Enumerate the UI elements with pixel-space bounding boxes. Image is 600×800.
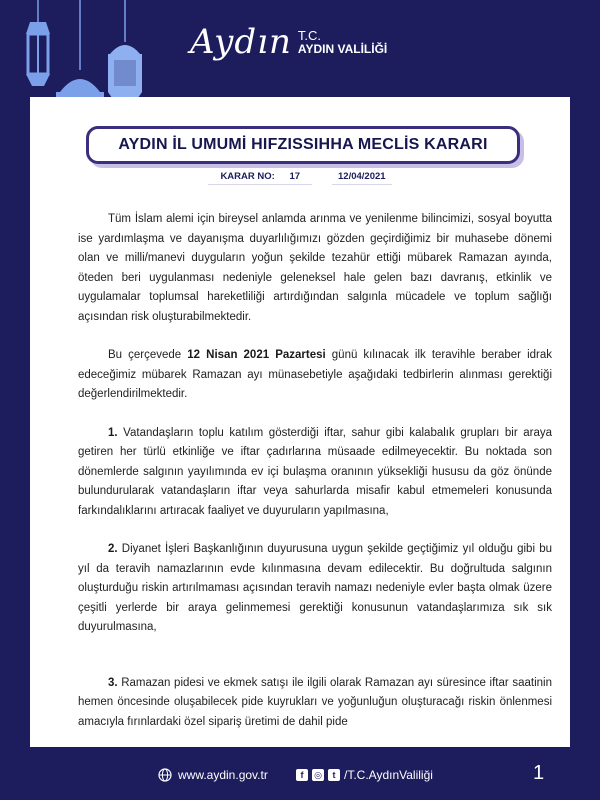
measure-item-1 (78, 424, 552, 522)
page-number: 1 (533, 762, 545, 784)
measure-item-2 (78, 540, 552, 638)
measure-item-2-number: 2. (108, 543, 118, 555)
date-highlight: 12 Nisan 2021 Pazartesi (187, 349, 326, 361)
measure-item-3 (78, 674, 552, 733)
social-handle[interactable]: /T.C.AydınValiliği (344, 768, 433, 782)
decision-number (208, 171, 312, 185)
facebook-icon[interactable]: f (296, 769, 308, 781)
lantern-left-icon (26, 22, 50, 86)
logo-script-text: Aydın (190, 22, 292, 62)
document-sheet (30, 97, 570, 747)
measure-item-1-text: Vatandaşların toplu katılım gösterdiği iftar, sahur gibi kalabalık grupları bir araya getiren her türlü etkinliğe ve iftar çadırlarına müsaade edilmeyecektir. Bu noktada son dönemlerde salgının yayılımında ev içi bulaşma oranının yüksekliği hususu da göz önünde bulundurularak vatandaşların iftar veya sahurlarda misafir kabul etmemeleri konusunda farkındalıklarını artıracak faaliyet ve duyuruların yapılmasına, (78, 426, 552, 517)
lantern-right-icon (108, 45, 142, 104)
footer (0, 757, 600, 793)
paragraph-intro: Tüm İslam alemi için bireysel anlamda arınma ve yenilenme bilincimizi, sosyal boyutta ise yardımlaşma ve dayanışma duyarlılığımızı gözden geçirdiğimiz bir muhasebe dönemi olan ve milli/manevi duyguların yoğun şekilde tezahür ettiği mübarek Ramazan ayında, öteden beri uygulanması nedeniyle geleneksel hale gelen bazı davranış, etkinlik ve uygulamalar toplumsal hareketliliği artırdığından salgınla mücadele ve toplum sağlığı açısından risk oluşturabilmektedir. (78, 213, 552, 323)
globe-icon (158, 768, 172, 782)
document-body (78, 210, 552, 747)
twitter-icon[interactable]: t (328, 769, 340, 781)
website-link[interactable]: www.aydin.gov.tr (178, 768, 268, 782)
measure-item-3-text: Ramazan pidesi ve ekmek satışı ile ilgili olarak Ramazan ayı süresince iftar saatinin hemen öncesinde oluşabilecek pide kuyrukları ve yoğunluğun oluşturacağı riskin önlenmesi amacıyla fırınlardaki özel sipariş üretimi de dahil pide (78, 676, 552, 728)
footer-social (296, 768, 433, 782)
aydin-valiligi-logo (190, 20, 387, 64)
logo-org-text: AYDIN VALİLİĞİ (297, 41, 388, 56)
footer-website[interactable] (158, 768, 268, 782)
measure-item-3-number: 3. (108, 676, 118, 689)
measure-item-2-text: Diyanet İşleri Başkanlığının duyurusuna uygun şekilde geçtiğimiz yıl olduğu gibi bu yıl da teravih namazlarının evde kılınmasına devam edilecektir. Bu doğrultuda salgının oluşturduğu riskin artırılmaması açısından teravih namazı nedeniyle evler başta olmak üzere çeşitli yerlerde bir araya gelinmemesi gerektiği konusunun vatandaşlarımıza sık sık duyurulmasına, (78, 543, 552, 633)
paragraph-framework-start: Bu çerçevede (108, 349, 188, 361)
decision-number-label: KARAR NO: (214, 171, 280, 185)
paragraph-framework (78, 346, 552, 405)
logo-tc-text: T.C. (297, 27, 322, 43)
decision-date: 12/04/2021 (332, 171, 392, 185)
decision-number-value: 17 (283, 171, 306, 185)
decision-meta (30, 171, 570, 185)
document-title: AYDIN İL UMUMİ HIFZISSIHHA MECLİS KARARI (118, 136, 488, 153)
instagram-icon[interactable]: ◎ (312, 769, 324, 781)
title-box (86, 126, 520, 164)
measure-item-1-number: 1. (108, 426, 118, 439)
paragraph-framework-end: günü kılınacak ilk teravihle beraber idrak edeceğimiz mübarek Ramazan ayı münasebetiyle aşağıdaki tedbirlerin alınması gerektiği değerlendirilmektedir. (78, 349, 553, 400)
